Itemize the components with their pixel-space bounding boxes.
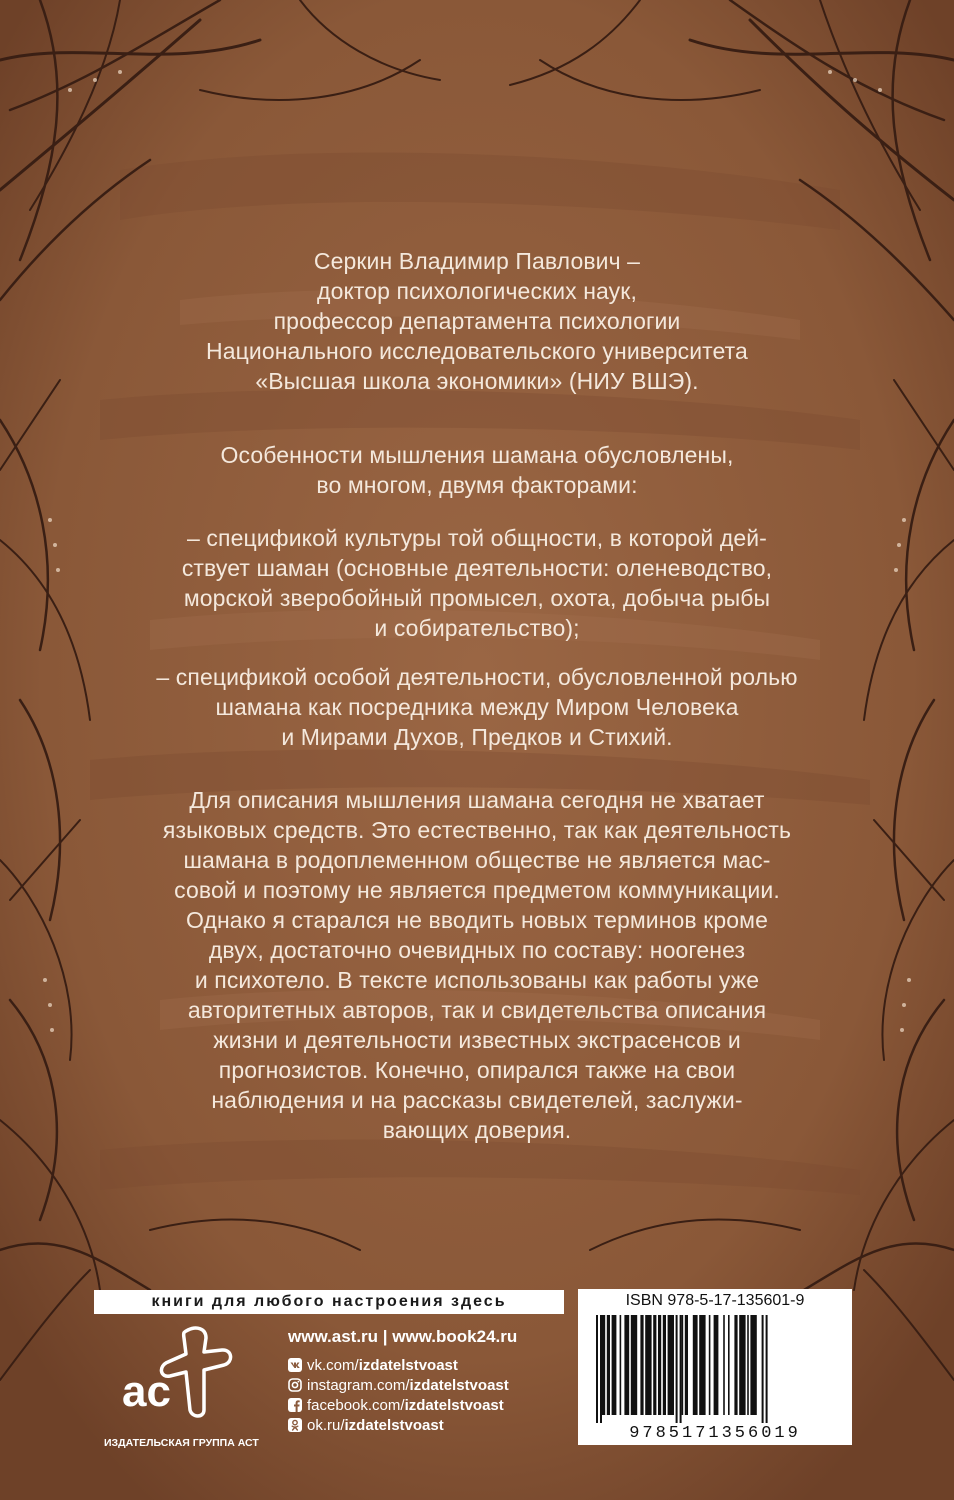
social-prefix: instagram.com/: [307, 1377, 410, 1394]
author-bio-line: профессор департамента психологии: [273, 308, 681, 334]
vk-icon: [288, 1358, 302, 1372]
publisher-websites[interactable]: www.ast.ru | www.book24.ru: [288, 1327, 518, 1346]
social-handle: izdatelstvoast: [404, 1397, 504, 1414]
factor-two-line: шамана как посредника между Миром Человека: [215, 694, 739, 720]
description-line: вающих доверия.: [382, 1117, 572, 1143]
description-line: двух, достаточно очевидных по составу: ноогенез: [208, 937, 746, 963]
publisher-name: ИЗДАТЕЛЬСКАЯ ГРУППА АСТ: [104, 1437, 259, 1449]
barcode-digits: 9785171356019: [629, 1424, 801, 1443]
factor-one-line: ствует шаман (основные деятельности: оленеводство,: [181, 555, 773, 581]
author-bio-line: «Высшая школа экономики» (НИУ ВШЭ).: [255, 368, 699, 394]
description-line: совой и поэтому не является предметом коммуникации.: [174, 877, 780, 903]
factor-two-line: и Мирами Духов, Предков и Стихий.: [281, 724, 673, 750]
factor-one-line: – спецификой культуры той общности, в которой дей-: [187, 525, 767, 551]
social-link-facebook[interactable]: [288, 1397, 504, 1415]
author-bio-line: доктор психологических наук,: [317, 278, 637, 304]
description-line: жизни и деятельности известных экстрасенсов и: [213, 1027, 741, 1053]
isbn-number: ISBN 978-5-17-135601-9: [625, 1292, 805, 1309]
author-bio-line: Национального исследовательского университета: [206, 338, 748, 364]
author-bio-line: Серкин Владимир Павлович –: [313, 248, 641, 274]
social-prefix: ok.ru/: [307, 1417, 345, 1434]
logo-text: ac: [122, 1367, 171, 1416]
odnoklassniki-icon: [288, 1418, 302, 1432]
factor-two-line: – спецификой особой деятельности, обусловленной ролью: [156, 664, 798, 690]
factor-one-line: и собирательство);: [374, 615, 580, 641]
instagram-icon: [288, 1378, 302, 1392]
author-bio: [100, 246, 854, 396]
description-line: и психотело. В тексте использованы как работы уже: [194, 967, 760, 993]
facebook-icon: [288, 1398, 302, 1412]
description-line: прогнозистов. Конечно, опирался также на свои: [218, 1057, 736, 1083]
description-line: Для описания мышления шамана сегодня не хватает: [189, 787, 765, 813]
description-paragraph: [100, 785, 854, 1145]
intro-line: во многом, двумя факторами:: [316, 472, 638, 498]
factor-one-line: морской зверобойный промысел, охота, добыча рыбы: [183, 585, 771, 611]
social-prefix: vk.com/: [307, 1357, 359, 1374]
social-handle: izdatelstvoast: [358, 1357, 458, 1374]
social-link-instagram[interactable]: [288, 1377, 509, 1395]
social-prefix: facebook.com/: [307, 1397, 405, 1414]
description-line: языковых средств. Это естественно, так как деятельность: [162, 817, 792, 843]
description-line: Однако я старался не вводить новых терминов кроме: [186, 907, 768, 933]
intro-paragraph: [100, 440, 854, 500]
publisher-logo: [100, 1322, 270, 1452]
social-handle: izdatelstvoast: [409, 1377, 509, 1394]
barcode-icon: [592, 1315, 838, 1423]
intro-line: Особенности мышления шамана обусловлены,: [220, 442, 734, 468]
description-line: наблюдения и на рассказы свидетелей, заслужи-: [211, 1087, 743, 1113]
description-line: авторитетных авторов, так и свидетельства описания: [187, 997, 767, 1023]
factor-one-paragraph: [100, 523, 854, 643]
social-link-odnoklassniki[interactable]: [288, 1417, 444, 1435]
factor-two-paragraph: [100, 662, 854, 752]
description-line: шамана в родоплеменном обществе не является мас-: [183, 847, 771, 873]
isbn-barcode: [578, 1289, 852, 1445]
ast-logo-icon: [100, 1322, 270, 1452]
social-link-vk[interactable]: [288, 1357, 458, 1375]
social-handle: izdatelstvoast: [344, 1417, 444, 1434]
tagline-banner: книги для любого настроения здесь: [94, 1290, 564, 1314]
